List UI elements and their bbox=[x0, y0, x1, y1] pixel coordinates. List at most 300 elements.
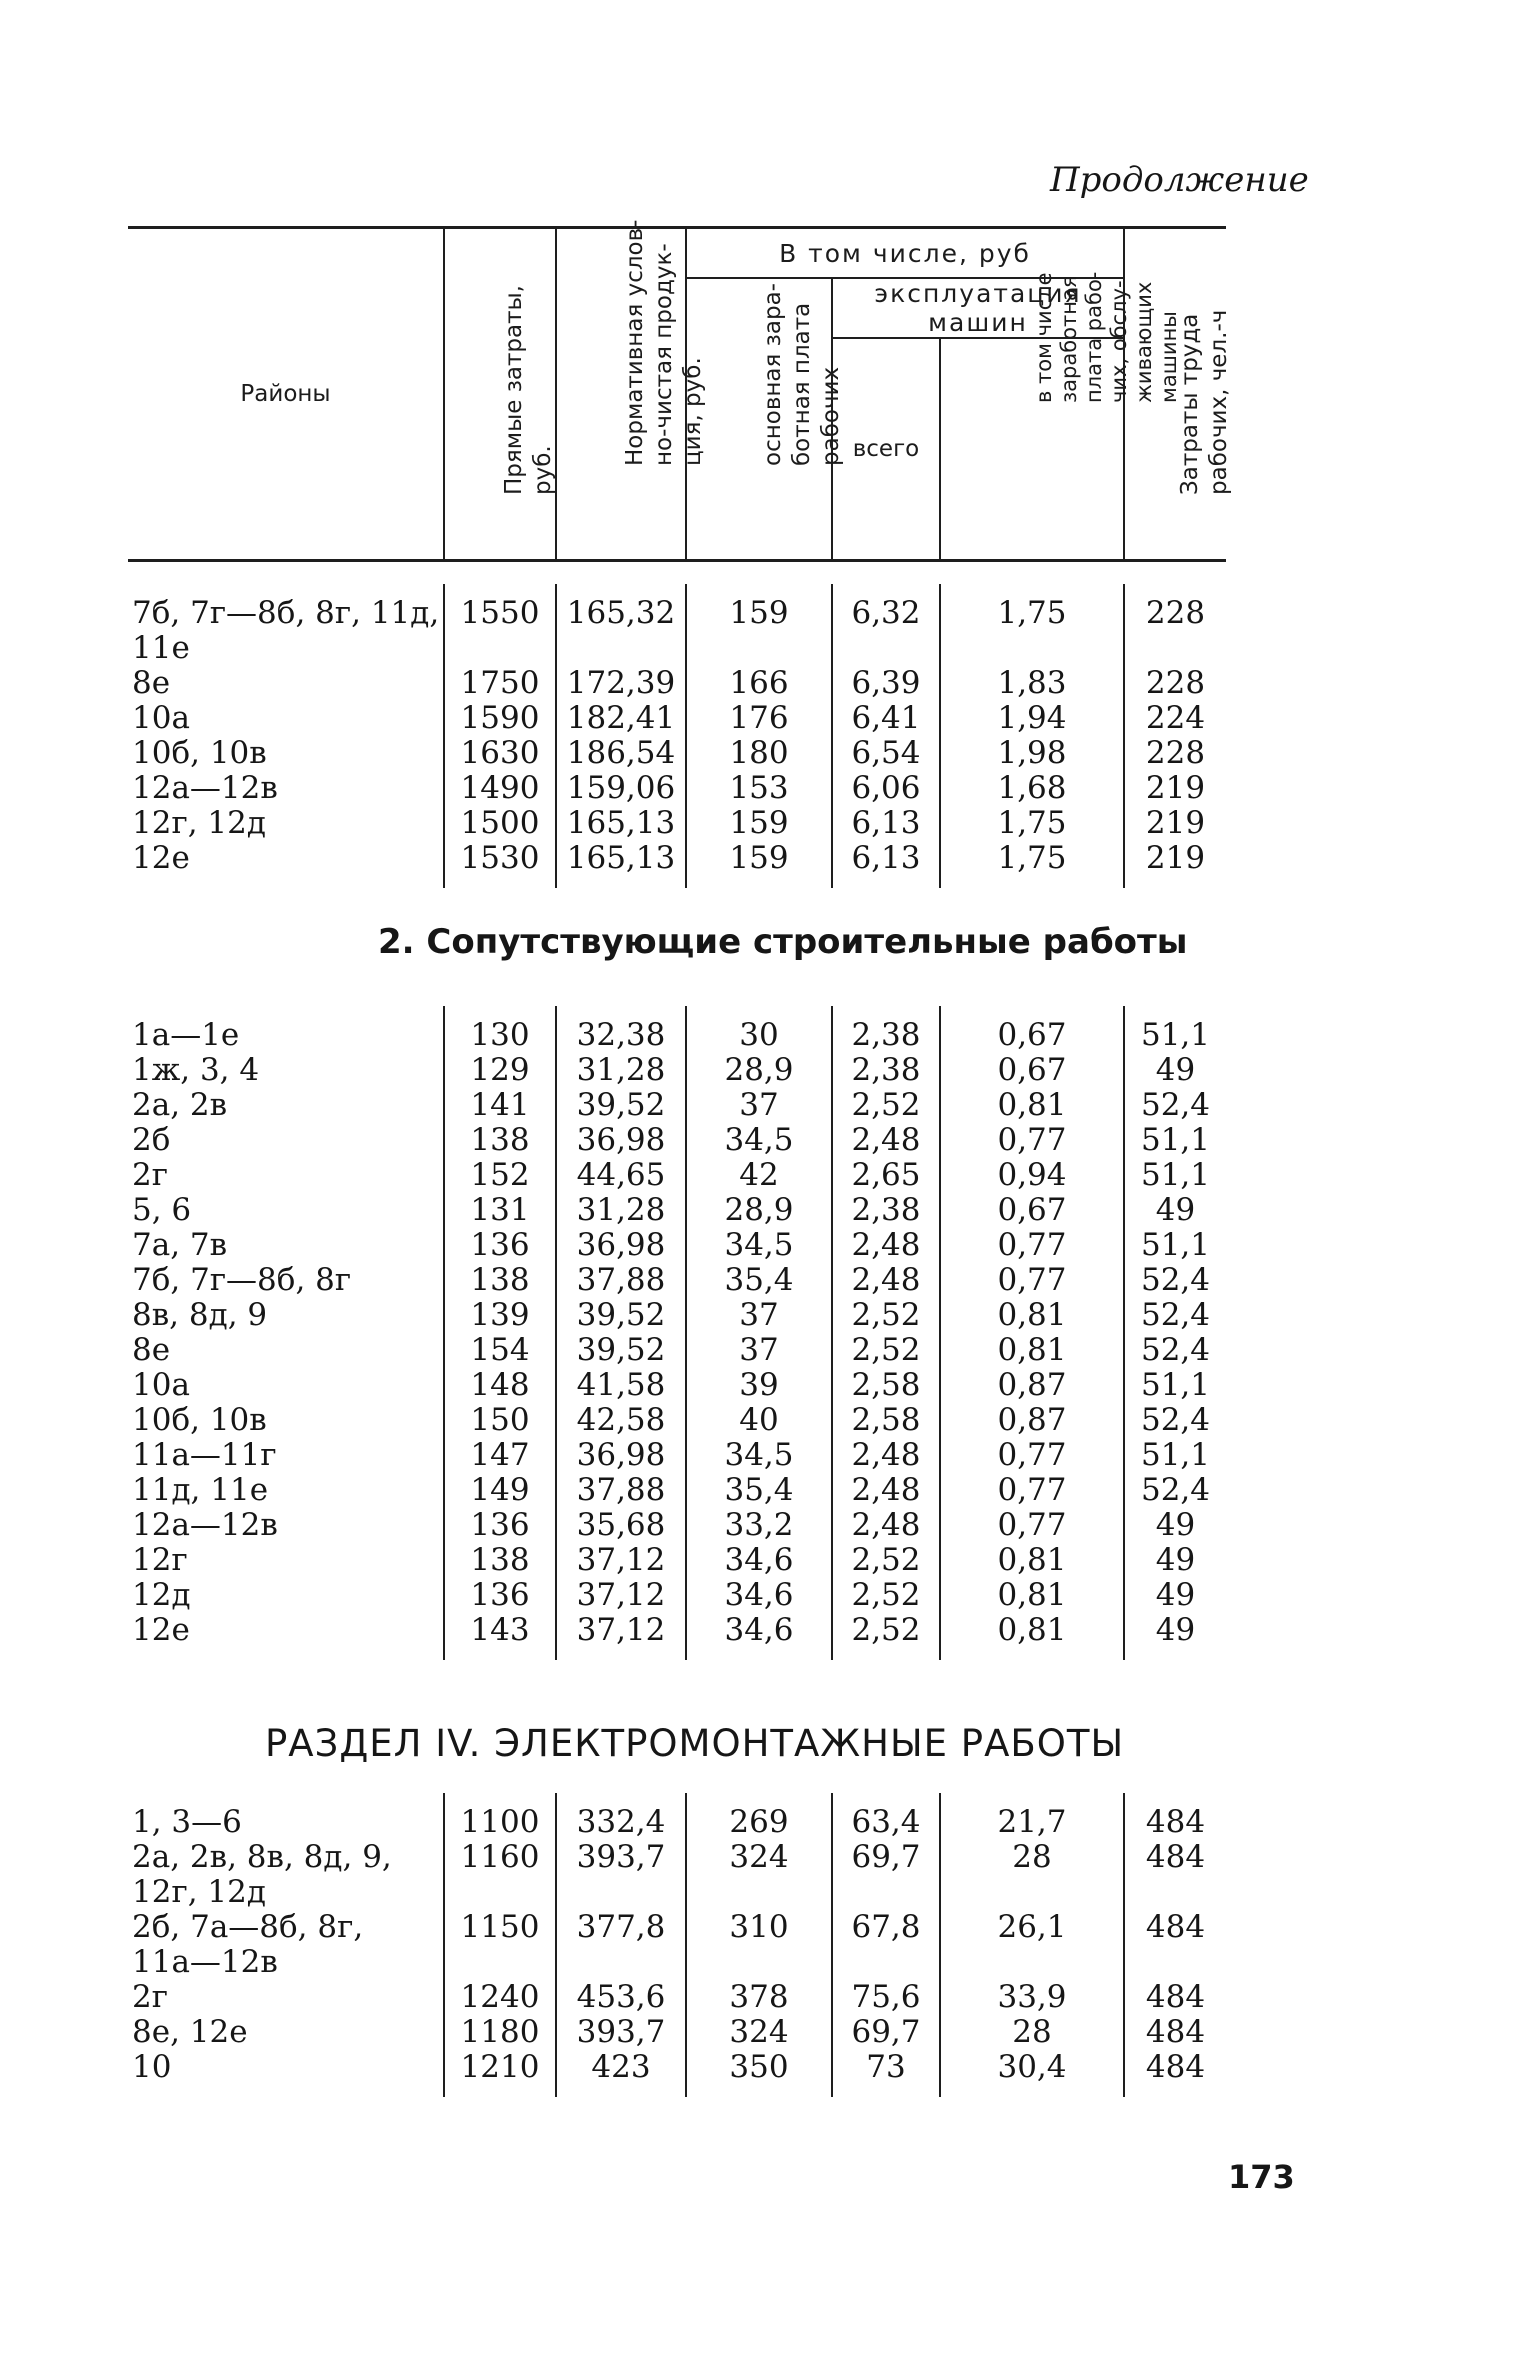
table-row bbox=[128, 1910, 1226, 1945]
table-row bbox=[128, 771, 1226, 806]
machine-wage-cell: 1,68 bbox=[940, 771, 1124, 806]
wage-cell bbox=[686, 1875, 832, 1910]
labor-cell: 51,1 bbox=[1124, 1228, 1226, 1263]
labor-cell: 49 bbox=[1124, 1613, 1226, 1648]
table-row bbox=[128, 1980, 1226, 2015]
table-row bbox=[128, 1193, 1226, 1228]
labor-cell: 52,4 bbox=[1124, 1403, 1226, 1438]
direct-cell: 1150 bbox=[444, 1910, 556, 1945]
direct-cell: 1550 bbox=[444, 596, 556, 631]
table-row bbox=[128, 806, 1226, 841]
machine-total-cell: 63,4 bbox=[832, 1805, 940, 1840]
direct-cell: 1530 bbox=[444, 841, 556, 876]
region-cell: 12г bbox=[132, 1542, 188, 1578]
header-base-wage: основная зара- ботная плата рабочих bbox=[686, 278, 832, 561]
wage-cell bbox=[686, 631, 832, 666]
direct-cell: 143 bbox=[444, 1613, 556, 1648]
wage-cell: 28,9 bbox=[686, 1193, 832, 1228]
machine-wage-cell: 26,1 bbox=[940, 1910, 1124, 1945]
pad-cell bbox=[832, 2085, 940, 2097]
direct-cell: 1750 bbox=[444, 666, 556, 701]
header-direct-costs: Прямые затраты, руб. bbox=[444, 228, 556, 561]
labor-cell: 219 bbox=[1124, 806, 1226, 841]
labor-cell: 49 bbox=[1124, 1508, 1226, 1543]
normative-cell: 182,41 bbox=[556, 701, 686, 736]
direct-cell: 136 bbox=[444, 1578, 556, 1613]
direct-cell: 1100 bbox=[444, 1805, 556, 1840]
labor-cell: 49 bbox=[1124, 1543, 1226, 1578]
direct-cell: 149 bbox=[444, 1473, 556, 1508]
region-cell: 11д, 11е bbox=[132, 1472, 269, 1508]
machine-wage-cell: 0,94 bbox=[940, 1158, 1124, 1193]
normative-cell bbox=[556, 631, 686, 666]
machine-wage-cell: 0,87 bbox=[940, 1403, 1124, 1438]
region-cell: 8е bbox=[132, 665, 171, 701]
header-labor: Затраты труда рабочих, чел.-ч bbox=[1124, 228, 1226, 561]
wage-cell: 350 bbox=[686, 2050, 832, 2085]
region-cell: 2б, 7а—8б, 8г, bbox=[132, 1909, 364, 1945]
section-4-title: РАЗДЕЛ IV. ЭЛЕКТРОМОНТАЖНЫЕ РАБОТЫ bbox=[265, 1722, 1125, 1765]
normative-cell: 172,39 bbox=[556, 666, 686, 701]
labor-cell: 51,1 bbox=[1124, 1018, 1226, 1053]
table-row bbox=[128, 1473, 1226, 1508]
table-row bbox=[128, 1368, 1226, 1403]
region-cell: 12е bbox=[132, 840, 190, 876]
normative-cell: 35,68 bbox=[556, 1508, 686, 1543]
direct-cell: 130 bbox=[444, 1018, 556, 1053]
wage-cell: 35,4 bbox=[686, 1473, 832, 1508]
pad-cell bbox=[940, 876, 1124, 888]
normative-cell bbox=[556, 1945, 686, 1980]
machine-wage-cell: 0,77 bbox=[940, 1228, 1124, 1263]
table-row bbox=[128, 1263, 1226, 1298]
labor-cell: 49 bbox=[1124, 1053, 1226, 1088]
machine-total-cell: 2,58 bbox=[832, 1403, 940, 1438]
normative-cell: 39,52 bbox=[556, 1088, 686, 1123]
table-row bbox=[128, 1403, 1226, 1438]
machine-total-cell: 6,13 bbox=[832, 841, 940, 876]
wage-cell: 37 bbox=[686, 1088, 832, 1123]
machine-wage-cell: 0,81 bbox=[940, 1333, 1124, 1368]
region-cell: 2а, 2в, 8в, 8д, 9, bbox=[132, 1839, 392, 1875]
pad-cell bbox=[1124, 2085, 1226, 2097]
table-row bbox=[128, 1945, 1226, 1980]
section-2-title: 2. Сопутствующие строительные работы bbox=[378, 922, 1188, 962]
header-regions: Районы bbox=[128, 228, 444, 561]
table-electrical-works bbox=[128, 1793, 1226, 2097]
direct-cell: 154 bbox=[444, 1333, 556, 1368]
table-row bbox=[128, 1088, 1226, 1123]
machine-total-cell: 2,52 bbox=[832, 1298, 940, 1333]
labor-cell: 228 bbox=[1124, 596, 1226, 631]
wage-cell: 153 bbox=[686, 771, 832, 806]
machine-wage-cell: 1,94 bbox=[940, 701, 1124, 736]
wage-cell: 35,4 bbox=[686, 1263, 832, 1298]
labor-cell: 484 bbox=[1124, 2050, 1226, 2085]
machine-wage-cell bbox=[940, 1945, 1124, 1980]
normative-cell: 423 bbox=[556, 2050, 686, 2085]
machine-wage-cell: 0,77 bbox=[940, 1263, 1124, 1298]
pad-cell bbox=[556, 1648, 686, 1660]
machine-wage-cell: 33,9 bbox=[940, 1980, 1124, 2015]
normative-cell: 377,8 bbox=[556, 1910, 686, 1945]
labor-cell: 484 bbox=[1124, 2015, 1226, 2050]
wage-cell: 159 bbox=[686, 806, 832, 841]
header-machine-operation: эксплуатация машин bbox=[832, 278, 1124, 338]
wage-cell: 37 bbox=[686, 1333, 832, 1368]
pad-cell bbox=[444, 876, 556, 888]
machine-total-cell: 2,38 bbox=[832, 1193, 940, 1228]
direct-cell: 1500 bbox=[444, 806, 556, 841]
machine-total-cell: 2,52 bbox=[832, 1578, 940, 1613]
region-cell: 11е bbox=[132, 630, 190, 666]
machine-total-cell: 2,48 bbox=[832, 1473, 940, 1508]
table-row bbox=[128, 736, 1226, 771]
wage-cell: 324 bbox=[686, 1840, 832, 1875]
normative-cell: 165,13 bbox=[556, 841, 686, 876]
normative-cell: 36,98 bbox=[556, 1438, 686, 1473]
region-cell: 2а, 2в bbox=[132, 1087, 228, 1123]
continuation-label: Продолжение bbox=[1050, 160, 1309, 200]
region-cell: 12а—12в bbox=[132, 1507, 278, 1543]
table-row bbox=[128, 1840, 1226, 1875]
machine-total-cell: 2,52 bbox=[832, 1333, 940, 1368]
table-row bbox=[128, 2015, 1226, 2050]
labor-cell: 51,1 bbox=[1124, 1438, 1226, 1473]
normative-cell: 31,28 bbox=[556, 1053, 686, 1088]
direct-cell: 150 bbox=[444, 1403, 556, 1438]
machine-total-cell: 2,48 bbox=[832, 1263, 940, 1298]
wage-cell: 159 bbox=[686, 841, 832, 876]
table-row bbox=[128, 1298, 1226, 1333]
normative-cell: 42,58 bbox=[556, 1403, 686, 1438]
table-row bbox=[128, 666, 1226, 701]
normative-cell: 39,52 bbox=[556, 1298, 686, 1333]
labor-cell: 52,4 bbox=[1124, 1298, 1226, 1333]
region-cell: 8е bbox=[132, 1332, 171, 1368]
wage-cell: 28,9 bbox=[686, 1053, 832, 1088]
wage-cell bbox=[686, 1945, 832, 1980]
direct-cell: 131 bbox=[444, 1193, 556, 1228]
labor-cell: 228 bbox=[1124, 666, 1226, 701]
normative-cell: 36,98 bbox=[556, 1123, 686, 1158]
pad-cell bbox=[832, 1648, 940, 1660]
normative-cell: 37,88 bbox=[556, 1263, 686, 1298]
normative-cell: 453,6 bbox=[556, 1980, 686, 2015]
table-row bbox=[128, 1875, 1226, 1910]
machine-total-cell bbox=[832, 1875, 940, 1910]
wage-cell: 34,5 bbox=[686, 1123, 832, 1158]
labor-cell: 228 bbox=[1124, 736, 1226, 771]
normative-cell: 36,98 bbox=[556, 1228, 686, 1263]
table-row bbox=[128, 1158, 1226, 1193]
machine-total-cell bbox=[832, 631, 940, 666]
labor-cell: 224 bbox=[1124, 701, 1226, 736]
normative-cell: 393,7 bbox=[556, 1840, 686, 1875]
table-row bbox=[128, 596, 1226, 631]
wage-cell: 33,2 bbox=[686, 1508, 832, 1543]
pad-cell bbox=[128, 876, 444, 888]
labor-cell: 49 bbox=[1124, 1578, 1226, 1613]
machine-wage-cell: 0,77 bbox=[940, 1438, 1124, 1473]
wage-cell: 39 bbox=[686, 1368, 832, 1403]
machine-total-cell: 2,38 bbox=[832, 1018, 940, 1053]
labor-cell: 219 bbox=[1124, 841, 1226, 876]
machine-wage-cell bbox=[940, 631, 1124, 666]
direct-cell: 1490 bbox=[444, 771, 556, 806]
normative-cell: 39,52 bbox=[556, 1333, 686, 1368]
pad-cell bbox=[940, 1648, 1124, 1660]
machine-wage-cell: 30,4 bbox=[940, 2050, 1124, 2085]
labor-cell: 484 bbox=[1124, 1840, 1226, 1875]
machine-total-cell: 67,8 bbox=[832, 1910, 940, 1945]
wage-cell: 34,5 bbox=[686, 1228, 832, 1263]
region-cell: 1а—1е bbox=[132, 1017, 240, 1053]
labor-cell: 52,4 bbox=[1124, 1333, 1226, 1368]
region-cell: 12г, 12д bbox=[132, 805, 266, 841]
direct-cell bbox=[444, 1945, 556, 1980]
pad-cell bbox=[128, 2085, 444, 2097]
table-header bbox=[128, 219, 1232, 562]
machine-wage-cell: 0,81 bbox=[940, 1298, 1124, 1333]
pad-cell bbox=[128, 1648, 444, 1660]
table-accompanying-works bbox=[128, 1006, 1226, 1660]
pad-cell bbox=[1124, 876, 1226, 888]
pad-cell bbox=[686, 1648, 832, 1660]
pad-cell bbox=[1124, 1648, 1226, 1660]
labor-cell: 484 bbox=[1124, 1910, 1226, 1945]
machine-total-cell: 69,7 bbox=[832, 1840, 940, 1875]
machine-wage-cell: 0,77 bbox=[940, 1473, 1124, 1508]
normative-cell: 165,32 bbox=[556, 596, 686, 631]
header-normative-output: Нормативная услов- но-чистая продук- ция, руб. bbox=[556, 228, 686, 561]
direct-cell bbox=[444, 631, 556, 666]
page-number: 173 bbox=[1228, 2158, 1295, 2196]
machine-total-cell bbox=[832, 1945, 940, 1980]
machine-wage-cell: 1,75 bbox=[940, 596, 1124, 631]
normative-cell: 41,58 bbox=[556, 1368, 686, 1403]
pad-cell bbox=[686, 876, 832, 888]
machine-total-cell: 6,06 bbox=[832, 771, 940, 806]
pad-cell bbox=[832, 876, 940, 888]
pad-cell bbox=[444, 1648, 556, 1660]
region-cell: 12е bbox=[132, 1612, 190, 1648]
wage-cell: 34,6 bbox=[686, 1543, 832, 1578]
header-total: всего bbox=[832, 338, 940, 561]
machine-total-cell: 2,52 bbox=[832, 1543, 940, 1578]
machine-total-cell: 2,58 bbox=[832, 1368, 940, 1403]
wage-cell: 37 bbox=[686, 1298, 832, 1333]
normative-cell: 31,28 bbox=[556, 1193, 686, 1228]
direct-cell: 1210 bbox=[444, 2050, 556, 2085]
machine-total-cell: 2,48 bbox=[832, 1123, 940, 1158]
normative-cell: 37,88 bbox=[556, 1473, 686, 1508]
pad-cell bbox=[686, 2085, 832, 2097]
labor-cell: 51,1 bbox=[1124, 1123, 1226, 1158]
region-cell: 12а—12в bbox=[132, 770, 278, 806]
direct-cell: 152 bbox=[444, 1158, 556, 1193]
table-row bbox=[128, 1123, 1226, 1158]
machine-total-cell: 2,52 bbox=[832, 1613, 940, 1648]
direct-cell: 148 bbox=[444, 1368, 556, 1403]
machine-total-cell: 6,13 bbox=[832, 806, 940, 841]
direct-cell: 1240 bbox=[444, 1980, 556, 2015]
region-cell: 10б, 10в bbox=[132, 735, 267, 771]
direct-cell: 129 bbox=[444, 1053, 556, 1088]
table-row bbox=[128, 1333, 1226, 1368]
normative-cell: 159,06 bbox=[556, 771, 686, 806]
machine-wage-cell: 1,98 bbox=[940, 736, 1124, 771]
region-cell: 10б, 10в bbox=[132, 1402, 267, 1438]
machine-wage-cell: 1,83 bbox=[940, 666, 1124, 701]
machine-wage-cell: 0,81 bbox=[940, 1578, 1124, 1613]
table-row bbox=[128, 2050, 1226, 2085]
direct-cell: 138 bbox=[444, 1543, 556, 1578]
normative-cell: 37,12 bbox=[556, 1613, 686, 1648]
direct-cell: 1160 bbox=[444, 1840, 556, 1875]
labor-cell bbox=[1124, 1945, 1226, 1980]
region-cell: 10а bbox=[132, 700, 190, 736]
machine-total-cell: 2,48 bbox=[832, 1438, 940, 1473]
normative-cell bbox=[556, 1875, 686, 1910]
table-row bbox=[128, 1543, 1226, 1578]
table-row bbox=[128, 1613, 1226, 1648]
normative-cell: 32,38 bbox=[556, 1018, 686, 1053]
machine-total-cell: 6,41 bbox=[832, 701, 940, 736]
machine-total-cell: 6,39 bbox=[832, 666, 940, 701]
wage-cell: 40 bbox=[686, 1403, 832, 1438]
machine-total-cell: 6,32 bbox=[832, 596, 940, 631]
table-row bbox=[128, 1805, 1226, 1840]
table-row bbox=[128, 1228, 1226, 1263]
normative-cell: 37,12 bbox=[556, 1578, 686, 1613]
machine-wage-cell: 0,87 bbox=[940, 1368, 1124, 1403]
wage-cell: 269 bbox=[686, 1805, 832, 1840]
pad-cell bbox=[940, 2085, 1124, 2097]
machine-total-cell: 73 bbox=[832, 2050, 940, 2085]
machine-total-cell: 2,38 bbox=[832, 1053, 940, 1088]
normative-cell: 37,12 bbox=[556, 1543, 686, 1578]
machine-wage-cell: 0,67 bbox=[940, 1053, 1124, 1088]
table-row bbox=[128, 1018, 1226, 1053]
header-including: В том числе, руб bbox=[686, 228, 1124, 279]
region-cell: 2г bbox=[132, 1979, 168, 2015]
pad-cell bbox=[556, 2085, 686, 2097]
wage-cell: 34,6 bbox=[686, 1578, 832, 1613]
normative-cell: 332,4 bbox=[556, 1805, 686, 1840]
pad-cell bbox=[444, 2085, 556, 2097]
machine-total-cell: 2,65 bbox=[832, 1158, 940, 1193]
region-cell: 5, 6 bbox=[132, 1192, 192, 1228]
wage-cell: 34,6 bbox=[686, 1613, 832, 1648]
labor-cell bbox=[1124, 631, 1226, 666]
wage-cell: 180 bbox=[686, 736, 832, 771]
machine-total-cell: 75,6 bbox=[832, 1980, 940, 2015]
region-cell: 11а—11г bbox=[132, 1437, 277, 1473]
direct-cell: 1180 bbox=[444, 2015, 556, 2050]
machine-wage-cell: 0,81 bbox=[940, 1613, 1124, 1648]
direct-cell: 136 bbox=[444, 1508, 556, 1543]
wage-cell: 159 bbox=[686, 596, 832, 631]
machine-wage-cell bbox=[940, 1875, 1124, 1910]
wage-cell: 30 bbox=[686, 1018, 832, 1053]
region-cell: 7б, 7г—8б, 8г, 11д, bbox=[132, 595, 440, 631]
labor-cell: 49 bbox=[1124, 1193, 1226, 1228]
direct-cell bbox=[444, 1875, 556, 1910]
normative-cell: 186,54 bbox=[556, 736, 686, 771]
direct-cell: 141 bbox=[444, 1088, 556, 1123]
region-cell: 7а, 7в bbox=[132, 1227, 228, 1263]
region-cell: 1ж, 3, 4 bbox=[132, 1052, 260, 1088]
direct-cell: 136 bbox=[444, 1228, 556, 1263]
table-main-works bbox=[128, 584, 1226, 888]
region-cell: 12д bbox=[132, 1577, 191, 1613]
machine-total-cell: 2,48 bbox=[832, 1508, 940, 1543]
machine-wage-cell: 28 bbox=[940, 1840, 1124, 1875]
machine-total-cell: 6,54 bbox=[832, 736, 940, 771]
labor-cell: 52,4 bbox=[1124, 1088, 1226, 1123]
labor-cell: 51,1 bbox=[1124, 1158, 1226, 1193]
machine-wage-cell: 0,81 bbox=[940, 1088, 1124, 1123]
direct-cell: 138 bbox=[444, 1263, 556, 1298]
wage-cell: 176 bbox=[686, 701, 832, 736]
machine-wage-cell: 1,75 bbox=[940, 841, 1124, 876]
table-row bbox=[128, 1438, 1226, 1473]
wage-cell: 34,5 bbox=[686, 1438, 832, 1473]
wage-cell: 42 bbox=[686, 1158, 832, 1193]
table-row bbox=[128, 841, 1226, 876]
direct-cell: 1590 bbox=[444, 701, 556, 736]
labor-cell: 52,4 bbox=[1124, 1263, 1226, 1298]
table-row bbox=[128, 631, 1226, 666]
region-cell: 7б, 7г—8б, 8г bbox=[132, 1262, 352, 1298]
machine-wage-cell: 0,67 bbox=[940, 1193, 1124, 1228]
machine-wage-cell: 28 bbox=[940, 2015, 1124, 2050]
labor-cell: 484 bbox=[1124, 1805, 1226, 1840]
machine-wage-cell: 0,67 bbox=[940, 1018, 1124, 1053]
table-row bbox=[128, 1578, 1226, 1613]
machine-wage-cell: 0,77 bbox=[940, 1123, 1124, 1158]
wage-cell: 166 bbox=[686, 666, 832, 701]
region-cell: 1, 3—6 bbox=[132, 1804, 242, 1840]
wage-cell: 310 bbox=[686, 1910, 832, 1945]
region-cell: 11а—12в bbox=[132, 1944, 278, 1980]
direct-cell: 139 bbox=[444, 1298, 556, 1333]
normative-cell: 44,65 bbox=[556, 1158, 686, 1193]
machine-total-cell: 69,7 bbox=[832, 2015, 940, 2050]
normative-cell: 165,13 bbox=[556, 806, 686, 841]
machine-total-cell: 2,48 bbox=[832, 1228, 940, 1263]
machine-total-cell: 2,52 bbox=[832, 1088, 940, 1123]
header-incl-wage: в том числе заработная плата рабо- чих, обслу- живающих машины bbox=[940, 338, 1124, 561]
region-cell: 2г bbox=[132, 1157, 168, 1193]
machine-wage-cell: 0,81 bbox=[940, 1543, 1124, 1578]
region-cell: 8е, 12е bbox=[132, 2014, 248, 2050]
machine-wage-cell: 21,7 bbox=[940, 1805, 1124, 1840]
labor-cell: 484 bbox=[1124, 1980, 1226, 2015]
table-row bbox=[128, 1053, 1226, 1088]
region-cell: 10 bbox=[132, 2049, 172, 2085]
table-row bbox=[128, 701, 1226, 736]
labor-cell: 51,1 bbox=[1124, 1368, 1226, 1403]
wage-cell: 378 bbox=[686, 1980, 832, 2015]
machine-wage-cell: 0,77 bbox=[940, 1508, 1124, 1543]
direct-cell: 138 bbox=[444, 1123, 556, 1158]
region-cell: 8в, 8д, 9 bbox=[132, 1297, 268, 1333]
pad-cell bbox=[556, 876, 686, 888]
labor-cell: 52,4 bbox=[1124, 1473, 1226, 1508]
labor-cell bbox=[1124, 1875, 1226, 1910]
